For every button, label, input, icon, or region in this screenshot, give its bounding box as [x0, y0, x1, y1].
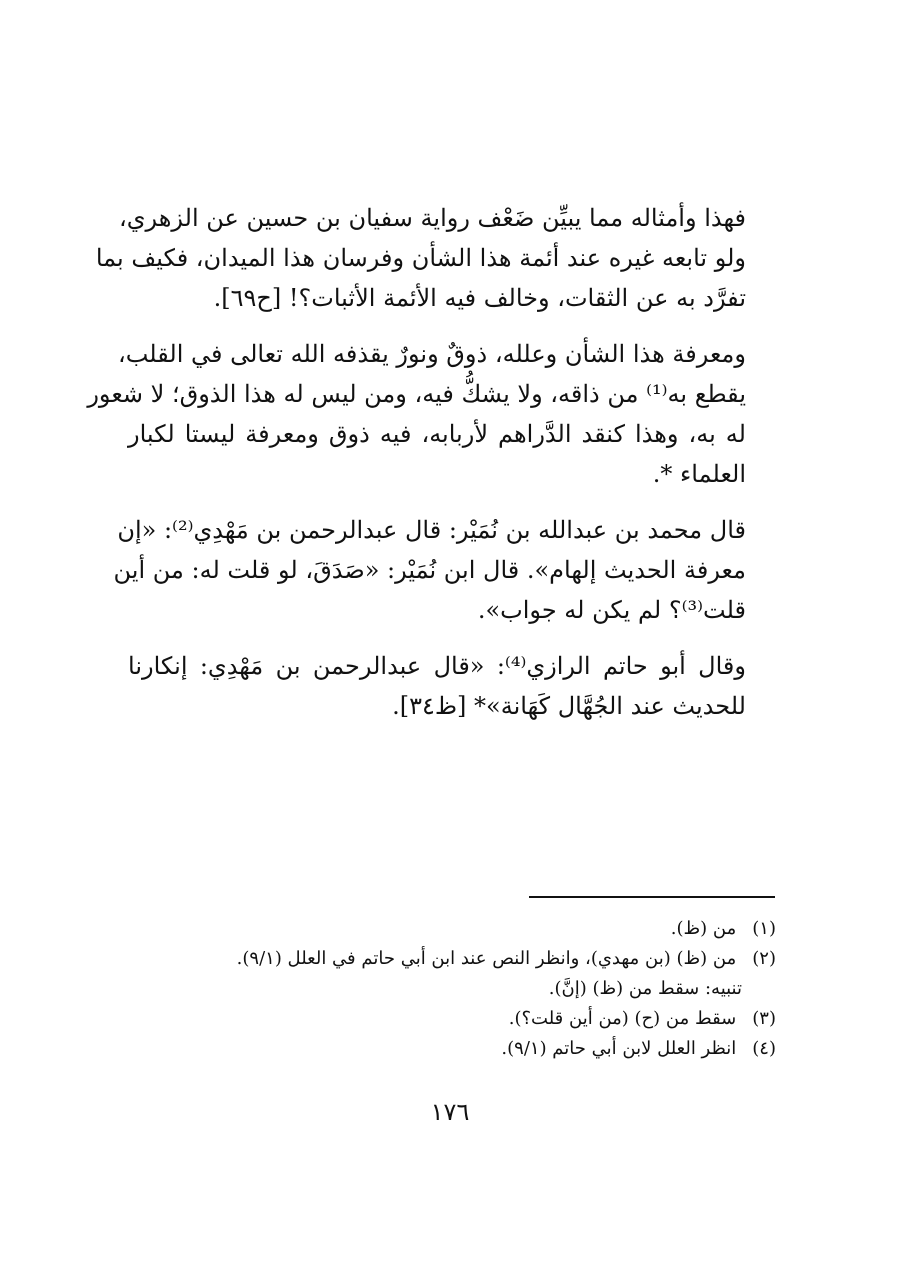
footnote-item — [150, 944, 776, 974]
footnote-divider — [529, 896, 775, 898]
footnote-text: تنبيه: سقط من (ظ) (إنَّ). — [548, 978, 742, 999]
footnote-number: (١) — [752, 918, 776, 939]
footnotes — [150, 914, 776, 1064]
text-line: ولو تابعه غيره عند أئمة هذا الشأن وفرسان هذا الميدان، فكيف بما — [95, 244, 746, 272]
text-line: قال محمد بن عبدالله بن نُمَيْر: قال عبدالرحمن بن مَهْدِي⁽²⁾: «إن — [117, 516, 746, 544]
footnote-item — [150, 1034, 776, 1064]
footnote-number: (٣) — [752, 1008, 776, 1029]
text-line: تفرَّد به عن الثقات، وخالف فيه الأئمة الأثبات؟! [ح٦٩]. — [213, 284, 746, 312]
footnote-item — [150, 914, 776, 944]
footnote-number: (٤) — [752, 1038, 776, 1059]
footnote-text: سقط من (ح) (من أين قلت؟). — [508, 1008, 737, 1029]
text-line: ومعرفة هذا الشأن وعلله، ذوقٌ ونورٌ يقذفه الله تعالى في القلب، — [117, 340, 746, 368]
text-line: قلت⁽³⁾؟ لم يكن له جواب». — [477, 596, 746, 624]
text-line: له به، وهذا كنقد الدَّراهم لأربابه، فيه ذوق ومعرفة ليستا لكبار — [128, 420, 746, 448]
paragraph-3 — [113, 510, 776, 630]
paragraph-4 — [128, 646, 776, 726]
footnote-item — [150, 1004, 776, 1034]
text-line: العلماء *. — [652, 460, 746, 488]
footnote-text: انظر العلل لابن أبي حاتم (٩/١). — [501, 1038, 737, 1059]
footnote-text: من (ظ) (بن مهدي)، وانظر النص عند ابن أبي حاتم في العلل (٩/١). — [236, 948, 737, 969]
paragraph-2 — [87, 334, 776, 494]
footnote-note — [150, 974, 776, 1004]
main-text — [87, 198, 776, 742]
footnote-number: (٢) — [752, 948, 776, 969]
footnote-text: من (ظ). — [670, 918, 737, 939]
text-line: معرفة الحديث إلهام». قال ابن نُمَيْر: «صَدَقَ، لو قلت له: من أين — [113, 556, 746, 584]
text-line: للحديث عند الجُهَّال كَهَانة»* [ظ٣٤]. — [392, 692, 746, 720]
text-line: فهذا وأمثاله مما يبيِّن ضَعْف رواية سفيان بن حسين عن الزهري، — [119, 204, 746, 232]
text-line: يقطع به⁽¹⁾ من ذاقه، ولا يشكُّ فيه، ومن ليس له هذا الذوق؛ لا شعور — [87, 380, 746, 408]
text-line: وقال أبو حاتم الرازي⁽⁴⁾: «قال عبدالرحمن بن مَهْدِي: إنكارنا — [128, 652, 746, 680]
paragraph-1 — [95, 198, 776, 318]
page-number: ١٧٦ — [430, 1098, 470, 1126]
